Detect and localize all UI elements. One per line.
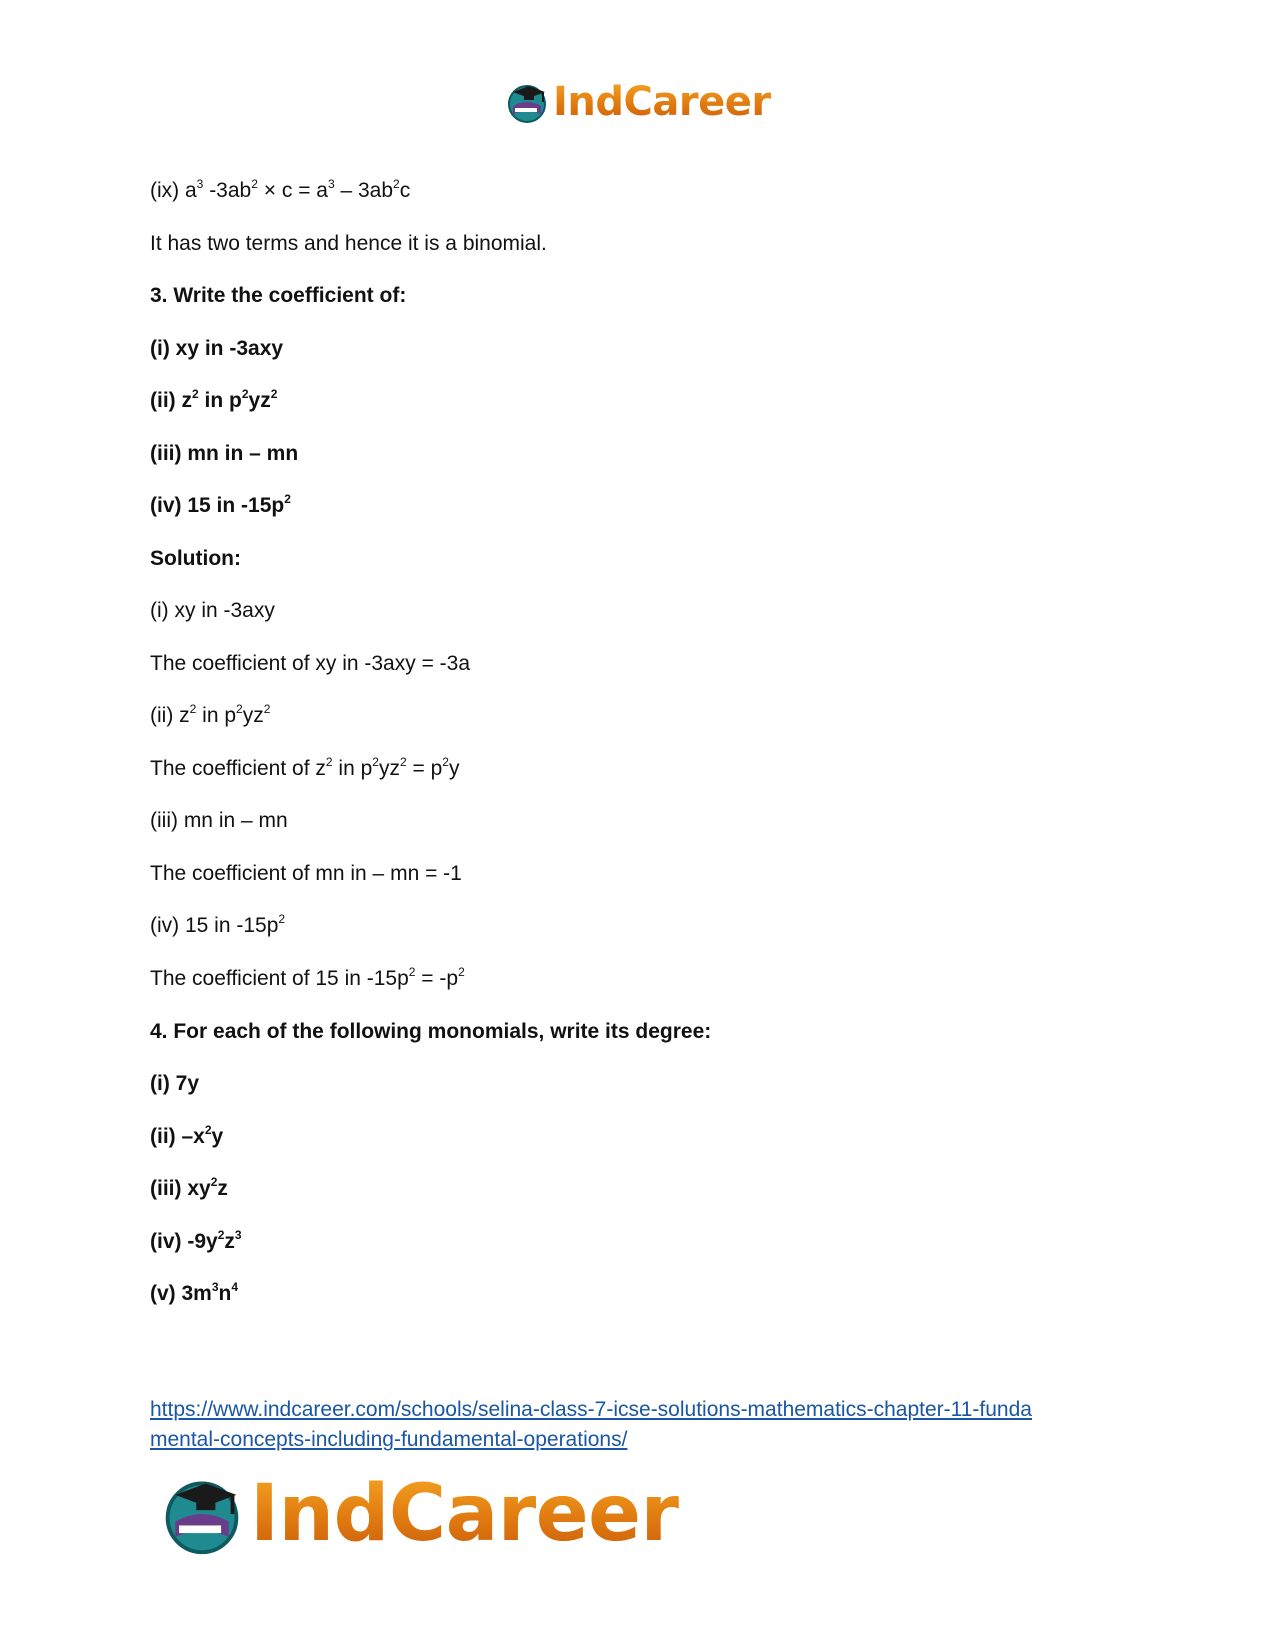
solution-part-i-answer: The coefficient of xy in -3axy = -3a bbox=[150, 652, 471, 675]
superscript: 2 bbox=[270, 387, 278, 401]
superscript: 2 bbox=[263, 702, 271, 716]
question-3-part-iv: (iv) 15 in $-15p^2$ bbox=[150, 492, 291, 517]
footer-logo bbox=[160, 1468, 679, 1560]
graduation-globe-icon bbox=[160, 1472, 244, 1556]
superscript: 2 bbox=[241, 387, 249, 401]
superscript: 3 bbox=[327, 177, 335, 191]
superscript: 2 bbox=[325, 755, 333, 769]
superscript: 2 bbox=[408, 965, 416, 979]
source-url-link[interactable] bbox=[150, 1395, 1130, 1455]
superscript: 2 bbox=[399, 755, 407, 769]
superscript: 2 bbox=[236, 702, 243, 716]
solution-part-iv-answer: The coefficient of 15 in $-15p^2 = -p^2$ bbox=[150, 965, 465, 990]
line-binomial-statement: It has two terms and hence it is a binomial. bbox=[150, 232, 547, 255]
solution-part-i: (i) xy in -3axy bbox=[150, 599, 275, 622]
line-ix-expression: (ix) $a^3$ $-3ab^2 \times c = a^3 - 3ab^2c$ bbox=[150, 177, 411, 202]
brand-name: IndCareer bbox=[250, 1469, 679, 1559]
question-3-part-i: (i) xy in -3axy bbox=[150, 337, 284, 360]
brand-name: IndCareer bbox=[553, 79, 771, 125]
solution-heading: Solution: bbox=[150, 547, 241, 570]
solution-part-iii-answer: The coefficient of mn in – mn = -1 bbox=[150, 862, 462, 885]
superscript: 4 bbox=[231, 1280, 239, 1294]
header-logo bbox=[505, 78, 771, 126]
solution-part-iv: (iv) 15 in $-15p^2$ bbox=[150, 912, 286, 937]
question-4-part-v: (v) $3m^3n^4$ bbox=[150, 1280, 239, 1305]
superscript: 2 bbox=[210, 1175, 218, 1189]
source-url-line-2: mental-concepts-including-fundamental-operations/ bbox=[150, 1428, 628, 1451]
superscript: 2 bbox=[458, 965, 465, 979]
source-url-line-1: https://www.indcareer.com/schools/selina-class-7-icse-solutions-mathematics-chapter-11-funda bbox=[150, 1398, 1032, 1421]
superscript: 2 bbox=[278, 912, 286, 926]
superscript: 2 bbox=[284, 492, 291, 506]
question-4-part-iv: (iv) $-9y^2z^3$ bbox=[150, 1228, 242, 1253]
question-3-part-ii: (ii) $z^2$ in $p^2yz^2$ bbox=[150, 387, 278, 412]
solution-part-ii: (ii) $z^2$ in $p^2yz^2$ bbox=[150, 702, 271, 727]
question-4-part-i: (i) 7y bbox=[150, 1072, 200, 1095]
superscript: 2 bbox=[372, 755, 379, 769]
question-4-heading: 4. For each of the following monomials, write its degree: bbox=[150, 1020, 712, 1043]
solution-part-ii-answer: The coefficient of $z^2$ in $p^2yz^2 = p^2y$ bbox=[150, 755, 460, 780]
superscript: 2 bbox=[189, 702, 197, 716]
question-3-part-iii: (iii) mn in – mn bbox=[150, 442, 299, 465]
superscript: 2 bbox=[204, 1123, 212, 1137]
solution-part-iii: (iii) mn in – mn bbox=[150, 809, 288, 832]
superscript: 2 bbox=[192, 387, 199, 401]
superscript: 2 bbox=[393, 177, 400, 191]
superscript: 3 bbox=[196, 177, 204, 191]
superscript: 2 bbox=[217, 1228, 225, 1242]
question-4-part-iii: (iii) $xy^2z$ bbox=[150, 1175, 228, 1200]
superscript: 3 bbox=[234, 1228, 242, 1242]
graduation-globe-icon bbox=[505, 80, 549, 124]
superscript: 2 bbox=[442, 755, 449, 769]
superscript: 3 bbox=[211, 1280, 219, 1294]
question-3-heading: 3. Write the coefficient of: bbox=[150, 284, 407, 307]
question-4-part-ii: (ii) $-x^2y$ bbox=[150, 1123, 224, 1148]
superscript: 2 bbox=[251, 177, 258, 191]
